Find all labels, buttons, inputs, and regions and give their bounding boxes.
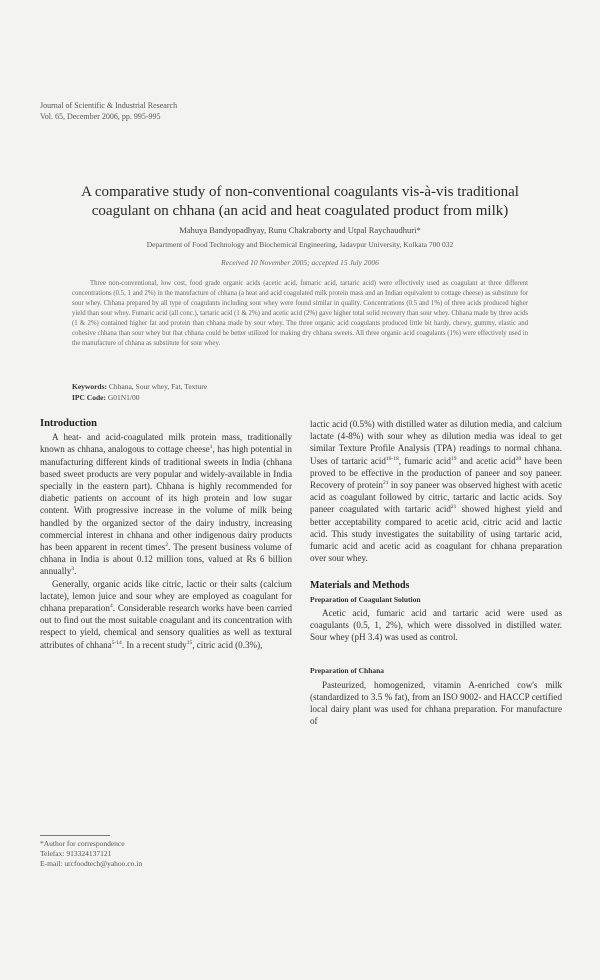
citation-ref: 4: [109, 603, 113, 610]
right-p1-text-f: showed highest yield and better acceptability compared to acetic acid, citric acid and lactic acid. This study investigates the suitability of using tartaric acid, fumaric acid and acetic acid as coagulant for chhana preparation over sour whey.: [310, 504, 562, 564]
right-p1-text-e: in soy paneer was observed highest with acetic acid as coagulant followed by citric, tartaric and lactic acids. Soy paneer coagulated with tartaric acid: [310, 480, 562, 515]
intro-p1-text-a: A heat- and acid-coagulated milk protein mass, traditionally known as chhana, analogous to cottage cheese: [40, 432, 292, 455]
citation-ref: 20: [515, 455, 522, 462]
citation-ref: 2: [165, 542, 169, 548]
ipc-code: G01N1/00: [107, 393, 140, 402]
citation-ref: 1: [209, 444, 213, 451]
footnote-telefax: Telefax: 913324137121: [40, 849, 112, 858]
intro-p2-text-b: . Considerable research works have been carried out to find out the most suitable coagulant and its concentration with respect to yield, chemical and sensory qualities as well as textural attributes of chhana: [40, 603, 292, 650]
intro-paragraph-2: [40, 578, 292, 651]
journal-name: Journal of Scientific & Industrial Research: [40, 101, 178, 110]
footnote-email: E-mail: urcfoodtech@yahoo.co.in: [40, 859, 143, 868]
ipc-label: IPC Code:: [72, 393, 106, 402]
paper-title: [40, 183, 560, 221]
intro-p1-text-d: .: [74, 566, 77, 577]
journal-header: [40, 100, 177, 122]
footnote-correspondence: *Author for correspondence: [40, 839, 125, 848]
materials-methods-heading: Materials and Methods: [310, 580, 410, 592]
subheading-coagulant-solution: Preparation of Coagulant Solution: [310, 594, 421, 604]
right-p1-text-b: , fumaric acid: [398, 455, 451, 466]
intro-p2-text-a: Generally, organic acids like citric, lactic or their salts (calcium lactate), lemon juice and sour whey are employed as coagulant for chhana preparation: [40, 578, 292, 614]
right-paragraph-1: [310, 418, 562, 564]
methods-paragraph-1: Acetic acid, fumaric acid and tartaric acid were used as coagulants (0.5, 1, 2%), which were dissolved in distilled water. Sour whey (pH 3.4) was used as control.: [310, 607, 562, 643]
keywords: Chhana, Sour whey, Fat, Texture: [108, 382, 208, 391]
intro-p1-text-c: . The present business volume of chhana in India is about 0.12 million tons, valued at Rs 6 billion annually: [40, 542, 292, 577]
right-column: [310, 418, 562, 727]
left-column: [40, 418, 292, 651]
title-line-1: A comparative study of non-conventional coagulants vis-à-vis traditional: [81, 184, 519, 200]
keywords-line: [72, 381, 207, 392]
keywords-label: Keywords:: [72, 382, 107, 391]
affiliation: Department of Food Technology and Biochemical Engineering, Jadavpur University, Kolkata 700 032: [146, 240, 454, 249]
citation-ref: 21: [450, 504, 457, 511]
citation-ref: 16-18: [385, 455, 399, 462]
right-p1-text-d: have been proved to be effective in the production of paneer and soy paneer. Recovery of protein: [310, 455, 563, 491]
citation-ref: 15: [186, 639, 193, 646]
right-p1-text-a: lactic acid (0.5%) with distilled water as dilution media, and calcium lactate (4-8%) with sour whey as dilution media was ideal to get similar Texture Profile Analysis (TPA) readings to normal chhana. Uses of tartaric acid: [310, 419, 562, 466]
title-line-2: coagulant on chhana (an acid and heat coagulated product from milk): [91, 203, 509, 219]
intro-p2-text-c: . In a recent study: [121, 639, 187, 650]
authors: Mahuya Bandyopadhyay, Runu Chakraborty and Utpal Raychaudhuri*: [179, 225, 421, 235]
intro-p1-text-b: , has high potential in manufacturing different kinds of traditional sweets in India (chhana based sweet products are very popular and widely-available in India specially in the eastern part). Chhana is highly recommended for diabetic patients on account of its high protein and low sugar content. With progressive increase in the volume of milk being handled by the organized sector of the dairy industry, increasing commercial interest in chhana and other indigenous dairy products has been apparent in recent times: [40, 444, 292, 553]
ipc-line: [72, 392, 207, 403]
citation-ref: 21: [382, 479, 389, 486]
footnote: [40, 839, 142, 869]
introduction-heading: Introduction: [40, 418, 97, 429]
intro-p2-text-d: , citric acid (0.3%),: [192, 639, 263, 650]
citation-ref: 19: [450, 455, 457, 462]
footnote-rule: [40, 835, 110, 836]
methods-paragraph-2: Pasteurized, homogenized, vitamin A-enriched cow's milk (standardized to 3.5 % fat), from an ISO 9002- and HACCP certified local dairy plant was used for chhana preparation. For manufacture of: [310, 679, 562, 727]
subheading-preparation-chhana: Preparation of Chhana: [310, 666, 385, 676]
citation-ref: 5-14: [111, 639, 122, 646]
right-p1-text-c: and acetic acid: [456, 455, 516, 466]
abstract: Three non-conventional, low cost, food grade organic acids (acetic acid, fumaric acid, tartaric acid) were effectively used as coagulant at three different concentrations (0.5, 1 and 2%) in the manufacture of chhana (a heat and acid coagulated milk protein mass and an Indian equivalent to cottage cheese) as substitute for sour whey. Chhana prepared by all type of coagulants including sour whey were found similar in quality. Concentrations (0.5 and 1%) of three acids produced higher yield than sour whey. Fumaric acid (all conc.), tartaric acid (1 & 2%) and acetic acid (2%) gave higher total solid recovery than sour whey. Chhana made by three acids (1 & 2%) contained higher fat and protein than chhana made by sour whey. The three organic acid coagulants produced little bit hardy, chewy, gummy, elastic and cohesive chhana than sour whey but that chhana could be better utilized for making dry chhana sweets. All three organic acid coagulants (1%) were effectively used in the manufacture of chhana as substitute for sour whey.: [72, 280, 528, 347]
citation-ref: 3: [71, 566, 75, 573]
received-date: Received 10 November 2005; accepted 15 July 2006: [221, 258, 379, 267]
intro-paragraph-1: [40, 431, 292, 577]
journal-volume: Vol. 65, December 2006, pp. 995-995: [40, 112, 161, 121]
keywords-block: [72, 381, 207, 403]
